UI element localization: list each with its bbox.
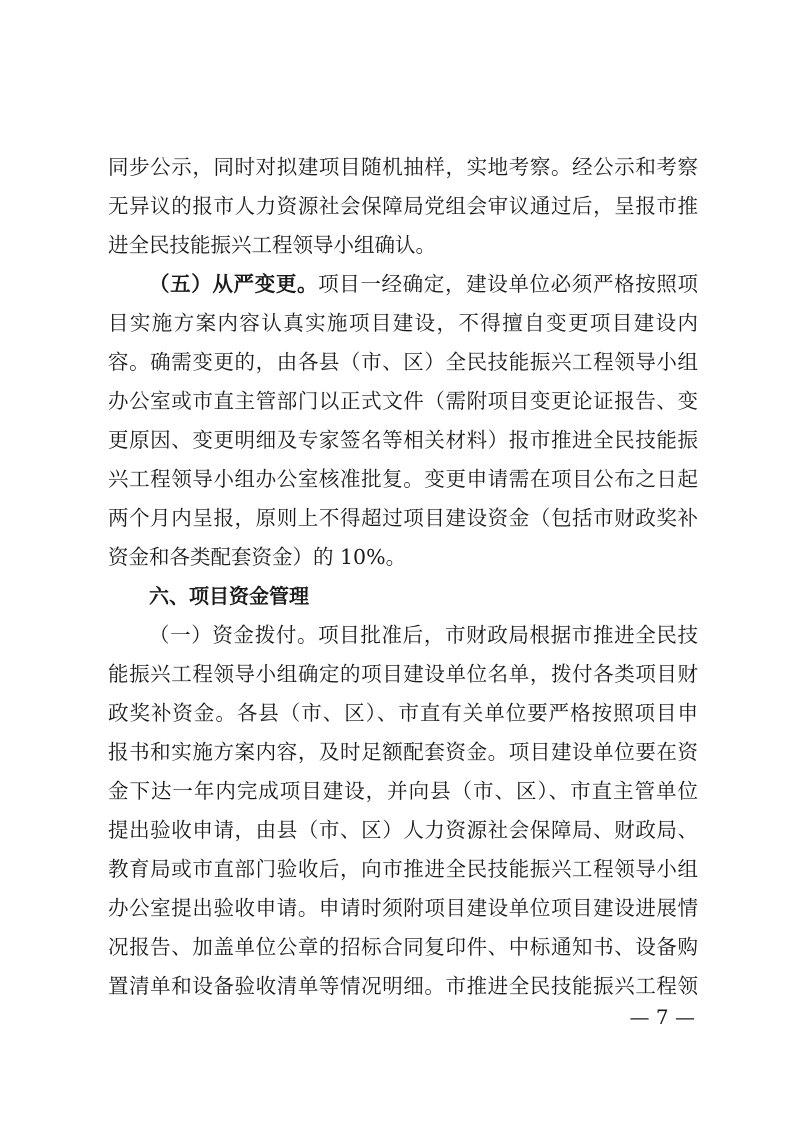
text-line: 资金和各类配套资金）的 10%。	[108, 545, 407, 569]
text-line: 教育局或市直部门验收后，向市推进全民技能振兴工程领导小组	[108, 857, 698, 881]
text-line: （一）资金拨付。项目批准后，市财政局根据市推进全民技	[149, 623, 698, 647]
text-line: 兴工程领导小组办公室核准批复。变更申请需在项目公布之日起	[108, 467, 698, 491]
text-line: 况报告、加盖单位公章的招标合同复印件、中标通知书、设备购	[108, 935, 698, 959]
text-line: 金下达一年内完成项目建设，并向县（市、区）、市直主管单位	[108, 779, 698, 803]
paragraph-lead: （五）从严变更。	[149, 272, 319, 296]
text-line: 政奖补资金。各县（市、区）、市直有关单位要严格按照项目申	[108, 701, 698, 725]
text-line: 两个月内呈报，原则上不得超过项目建设资金（包括市财政奖补	[108, 506, 698, 530]
text-line	[108, 265, 698, 304]
text-line: 办公室提出验收申请。申请时须附项目建设单位项目建设进展情	[108, 896, 698, 920]
text-line: 提出验收申请，由县（市、区）人力资源社会保障局、财政局、	[108, 818, 698, 842]
text-line: 报书和实施方案内容，及时足额配套资金。项目建设单位要在资	[108, 740, 698, 764]
paragraph-text: 项目一经确定，建设单位必须严格按照项	[318, 272, 699, 296]
page-number: — 7 —	[629, 1005, 695, 1029]
text-line: 进全民技能振兴工程领导小组确认。	[108, 233, 436, 257]
text-line: 无异议的报市人力资源社会保障局党组会审议通过后，呈报市推	[108, 194, 698, 218]
text-line: 置清单和设备验收清单等情况明细。市推进全民技能振兴工程领	[108, 974, 698, 998]
text-line: 更原因、变更明细及专家签名等相关材料）报市推进全民技能振	[108, 428, 698, 452]
text-line: 容。确需变更的，由各县（市、区）全民技能振兴工程领导小组	[108, 350, 698, 374]
text-line: 同步公示，同时对拟建项目随机抽样，实地考察。经公示和考察	[108, 155, 698, 179]
text-line: 办公室或市直主管部门以正式文件（需附项目变更论证报告、变	[108, 389, 698, 413]
text-line: 目实施方案内容认真实施项目建设，不得擅自变更项目建设内	[108, 311, 698, 335]
text-line: 能振兴工程领导小组确定的项目建设单位名单，拨付各类项目财	[108, 662, 698, 686]
body-text	[108, 148, 698, 1006]
section-heading: 六、项目资金管理	[149, 584, 309, 608]
